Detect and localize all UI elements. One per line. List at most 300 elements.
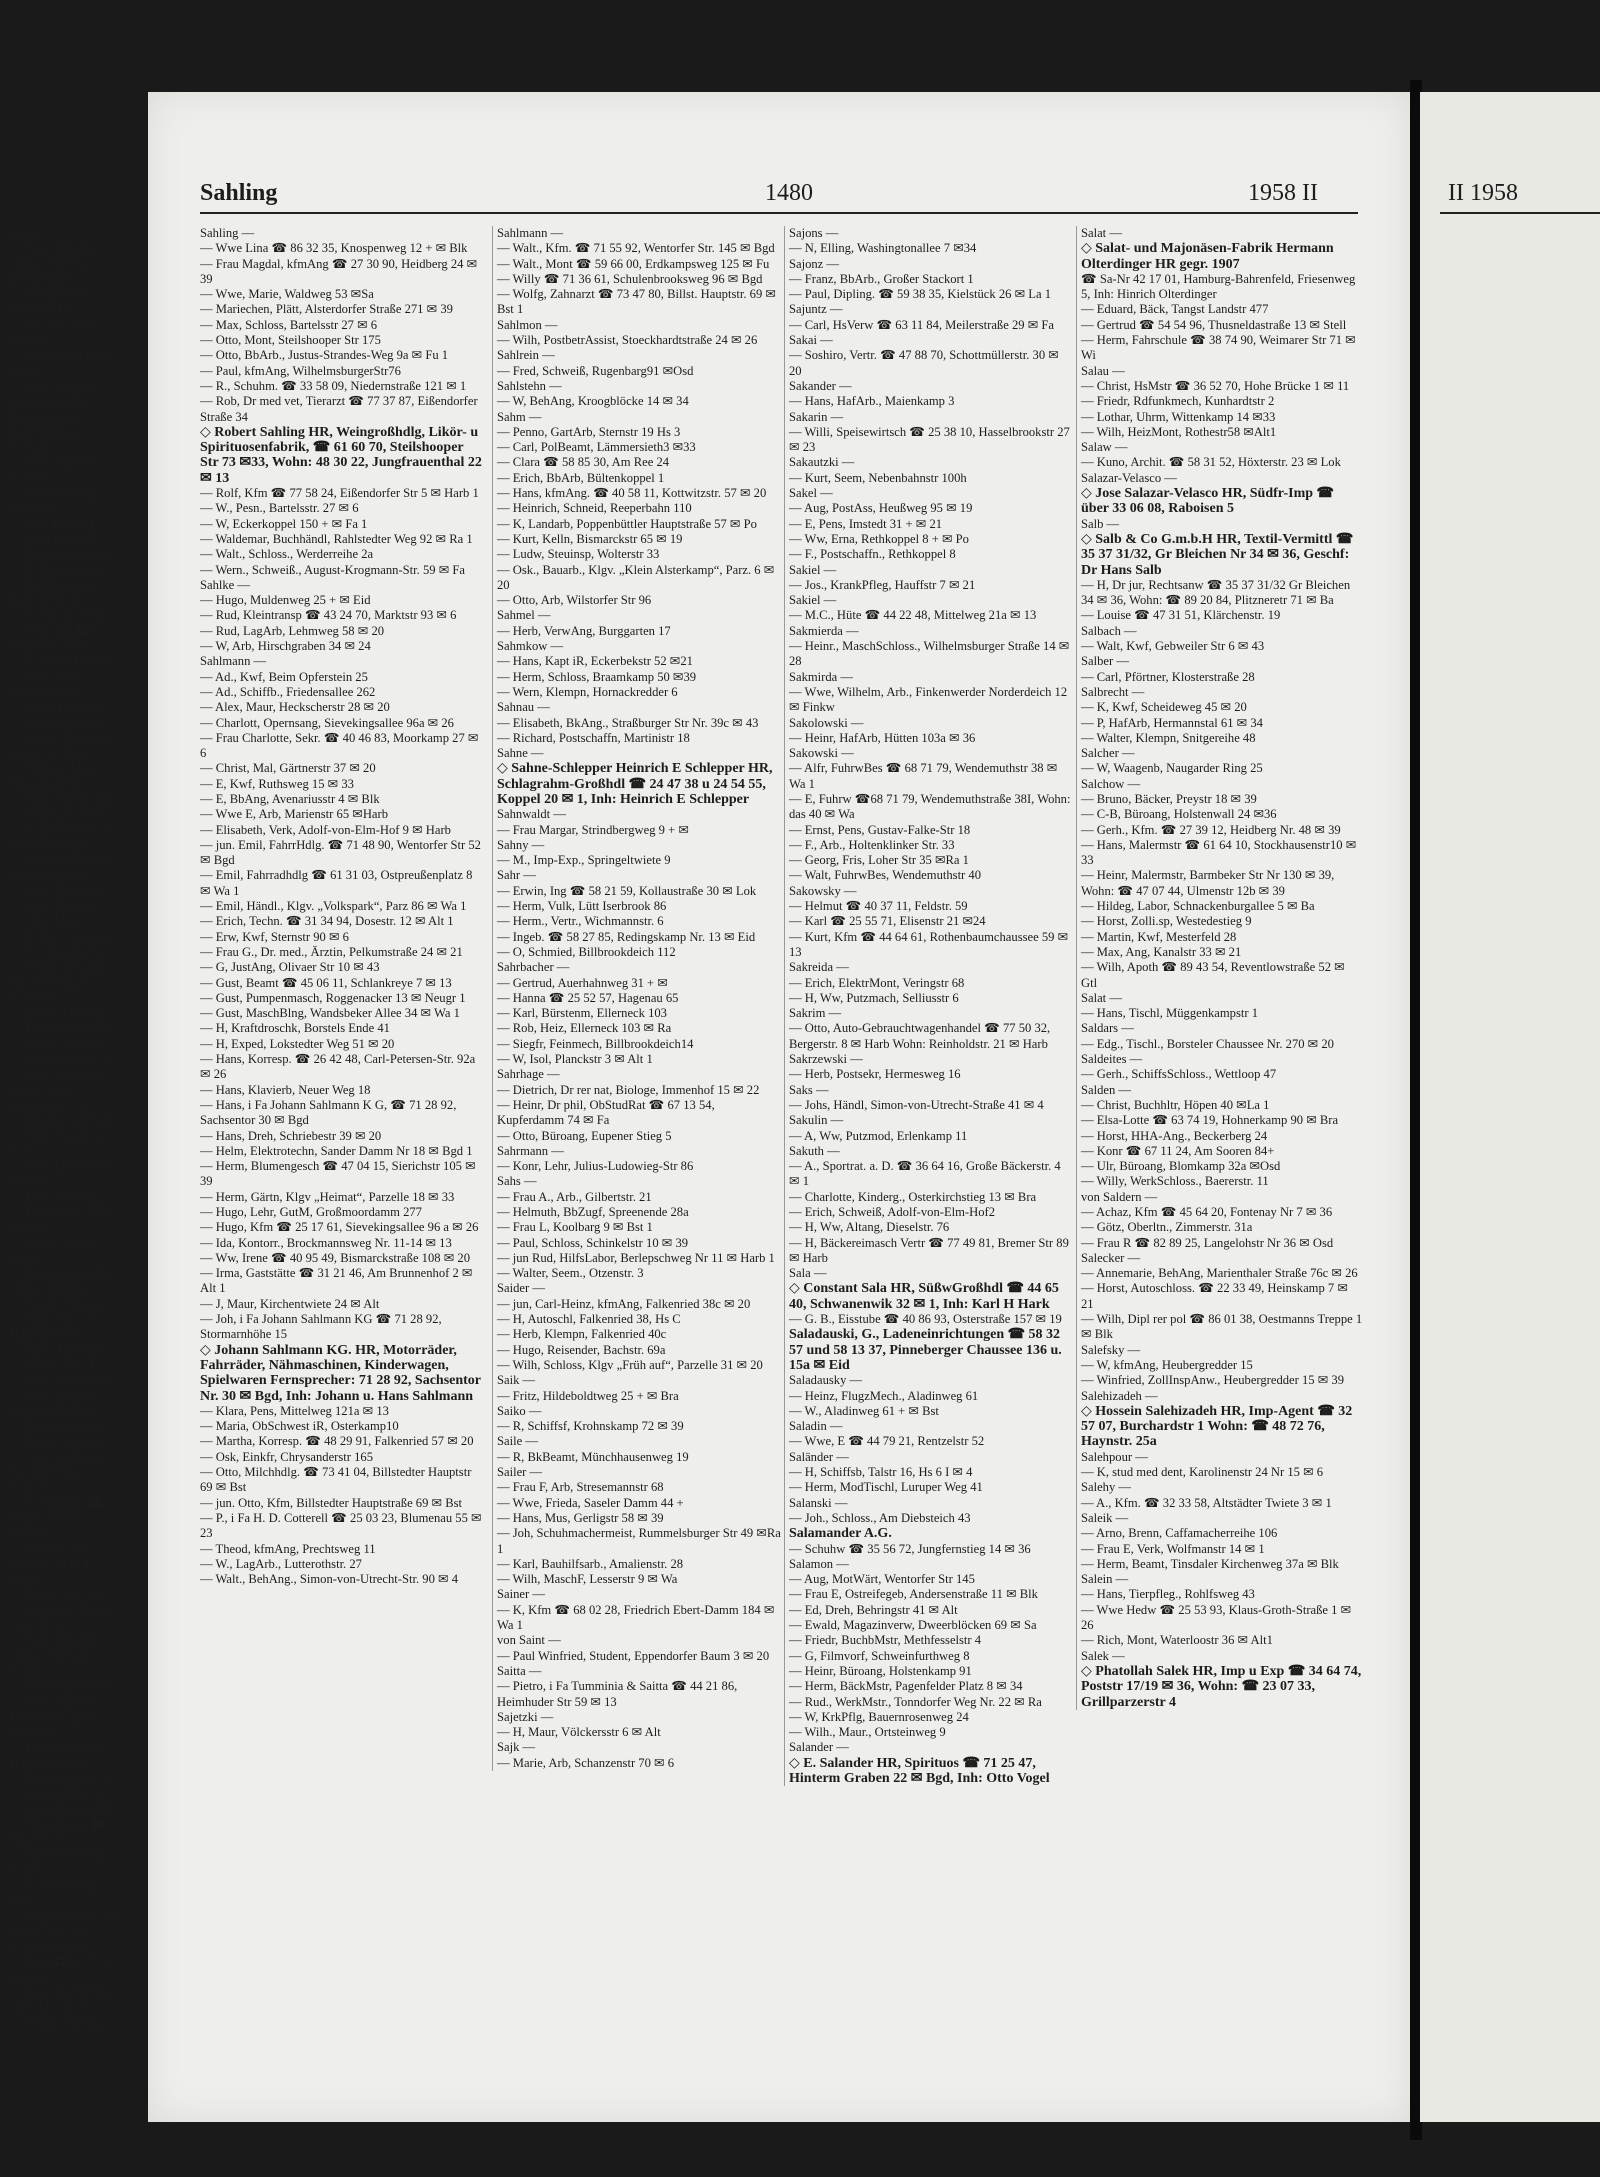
next-page-entry: — Otto, Bauhdw,	[10, 899, 99, 914]
directory-entry: Sahne —	[497, 746, 544, 761]
directory-entry: Saleik —	[1081, 1510, 1129, 1525]
next-page-entry: Salenz —	[10, 333, 60, 348]
directory-entry: — Hugo, Lehr, GutM, Großmoordamm 277	[200, 1205, 422, 1219]
directory-entry: — K, Kfm ☎ 68 02 28, Friedrich Ebert-Damm 184 ✉ Wa 1	[497, 1602, 775, 1633]
directory-entry: — M., Imp-Exp., Springeltwiete 9	[497, 853, 671, 868]
next-page-entry: — Hans, BkAng, K	[10, 1342, 110, 1357]
directory-entry: — Otto, Milchhdlg. ☎ 73 41 04, Billstedter Hauptstr 69 ✉ Bst	[200, 1465, 472, 1495]
next-page-entry: — Bernd, kfmAng,	[10, 1006, 108, 1021]
next-page-fragment	[1420, 92, 1600, 2122]
directory-entry: — Erich, BbArb, Bültenkoppel 1	[497, 470, 665, 485]
directory-entry: — Hans, Kapt iR, Eckerbekstr 52 ✉21	[497, 654, 693, 669]
directory-entry: — Helmut ☎ 40 37 11, Feldstr. 59	[789, 899, 968, 914]
next-page-entry: — Rudolf, ObLehr,	[10, 1847, 109, 1862]
directory-entry: — Walt., Mont ☎ 59 66 00, Erdkampsweg 125 ✉ Fu	[497, 256, 770, 271]
directory-entry: — F., Postschaffn., Rethkoppel 8	[789, 547, 956, 562]
directory-entry: — Frau Margar, Strindbergweg 9 + ✉	[497, 822, 689, 837]
directory-entry: — Mariechen, Plätt, Alsterdorfer Straße 271 ✉ 39	[200, 302, 453, 317]
directory-entry: — E, Pens, Imstedt 31 + ✉ 21	[789, 516, 943, 531]
directory-entry: — Edg., Tischl., Borsteler Chaussee Nr. 270 ✉ 20	[1081, 1036, 1334, 1051]
next-page-entry: — Agnes, Stepp,	[10, 1235, 96, 1250]
directory-entry: — Heinr., MaschSchloss., Wilhelmsburger Straße 14 ✉ 28	[789, 639, 1070, 669]
next-page-entry: Sievekingdamm	[10, 868, 92, 883]
directory-entry: — Otto, Mont, Steilshooper Str 175	[200, 333, 381, 348]
next-page-entry: — Paul, Kapt iR	[10, 1694, 94, 1709]
directory-entry: Saile —	[497, 1434, 538, 1449]
directory-entry: — E, BbAng, Avenariusstr 4 ✉ Blk	[200, 791, 380, 806]
next-page-entry: — Heim, Tischl, Mi	[10, 1801, 112, 1816]
next-page-entry: — Eberh., Schloss.,	[10, 2015, 111, 2030]
directory-entry: — Charlotte, Kinderg., Osterkirchstieg 13 ✉ Bra	[789, 1189, 1037, 1204]
next-page-entry: — Heinrich, Meleris	[10, 1679, 115, 1694]
directory-entry: — Fritz, Hildeboldtweg 25 + ✉ Bra	[497, 1388, 679, 1403]
directory-entry: von Saint —	[497, 1633, 561, 1648]
next-page-entry: mer-Str. 44 ✉ 4	[10, 1556, 90, 1571]
next-page-entry: stedter Bahnhofs	[10, 1281, 95, 1296]
directory-entry: Sahlmann —	[497, 226, 564, 240]
directory-entry: — Karl, Bauhilfsarb., Amalienstr. 28	[497, 1556, 684, 1571]
next-page-entry: Salewski —	[10, 501, 72, 516]
directory-entry: — Martha, Korresp. ☎ 48 29 91, Falkenried 57 ✉ 20	[200, 1434, 474, 1449]
directory-entry: ◇ E. Salander HR, Spirituos ☎ 71 25 47, Hinterm Graben 22 ✉ Bgd, Inh: Otto Vogel	[789, 1755, 1050, 1786]
directory-entry: — Johs, Händl, Simon-von-Utrecht-Straße 41 ✉ 4	[789, 1097, 1044, 1112]
directory-entry: Salat —	[1081, 990, 1122, 1005]
directory-entry: — W, Isol, Planckstr 3 ✉ Alt 1	[497, 1052, 653, 1067]
next-page-entry: — Rud, Schlacht, Al	[10, 1908, 115, 1923]
directory-entry: Salein —	[1081, 1572, 1129, 1587]
directory-entry: — Kurt, Seem, Nebenbahnstr 100h	[789, 470, 967, 485]
directory-entry: — W, Arb, Hirschgraben 34 ✉ 24	[200, 639, 371, 654]
next-page-entry: straße 104 ✉	[10, 1082, 76, 1097]
next-page-entry: Salewsky —	[10, 990, 75, 1005]
directory-entry: — jun, Carl-Heinz, kfmAng, Falkenried 38c ✉ 20	[497, 1296, 751, 1311]
directory-entry: Saider —	[497, 1281, 545, 1296]
directory-entry: — Walter, Seem., Otzenstr. 3	[497, 1266, 644, 1281]
directory-entry: Salehy —	[1081, 1480, 1132, 1495]
directory-entry: Sahrmann —	[497, 1143, 564, 1158]
next-page-entry: Nr 31 ✉ 20	[10, 1618, 69, 1633]
directory-entry: — H, Exped, Lokstedter Weg 51 ✉ 20	[200, 1036, 395, 1051]
directory-entry: — Götz, Oberltn., Zimmerstr. 31a	[1081, 1220, 1253, 1235]
directory-entry: — Herm, Blumengesch ☎ 47 04 15, Sierichstr 105 ✉ 39	[200, 1159, 476, 1189]
next-page-entry: Doktorberg 22 ✉	[10, 1709, 98, 1724]
next-page-entry: straße 23 ✉ 20	[10, 1648, 86, 1663]
directory-entry: — Wilh, Schloss, Klgv „Früh auf“, Parzelle 31 ✉ 20	[497, 1357, 763, 1372]
directory-entry: — H, Ww, Altang, Dieselstr. 76	[789, 1220, 950, 1235]
directory-entry: — Fred, Schweiß, Rugenbarg91 ✉Osd	[497, 363, 694, 378]
next-page-entry: — Henriette, Bügle	[10, 1602, 109, 1617]
directory-entry: — Rud, LagArb, Lehmweg 58 ✉ 20	[200, 623, 385, 638]
directory-entry: — Hugo, Muldenweg 25 + ✉ Eid	[200, 593, 371, 608]
next-page-entry: — Hans, Arb., H	[10, 1312, 96, 1327]
next-page-entry: — K, ElektrMstr, W	[10, 822, 114, 837]
directory-entry: — Wilh, Dipl rer pol ☎ 86 01 38, Oestmanns Treppe 1 ✉ Blk	[1081, 1312, 1363, 1342]
next-page-entry: — Otto, Pens, Gart	[10, 1373, 107, 1388]
directory-entry: — Aug, PostAss, Heußweg 95 ✉ 19	[789, 501, 973, 516]
directory-entry: — Frau L, Koolbarg 9 ✉ Bst 1	[497, 1220, 653, 1235]
directory-entry: — Walt., Kfm. ☎ 71 55 92, Wentorfer Str. 145 ✉ Bgd	[497, 241, 775, 256]
directory-entry: — M.C., Hüte ☎ 44 22 48, Mittelweg 21a ✉ 13	[789, 608, 1037, 623]
next-page-entry: — Hans, Baumstr	[10, 700, 101, 715]
directory-entry: Sakai —	[789, 333, 833, 348]
directory-entry: — Otto, Auto-Gebrauchtwagenhandel ☎ 77 50 32, Bergerstr. 8 ✉ Harb Wohn: Reinholdstr. 21 ✉ Harb	[789, 1021, 1051, 1051]
directory-entry: — Frau Charlotte, Sekr. ☎ 40 46 83, Moorkamp 27 ✉ 6	[200, 730, 479, 761]
next-page-entry: Salfeld —	[10, 1174, 62, 1189]
next-page-entry: — Helm, Kurzw,	[10, 287, 97, 302]
directory-entry: — Wolfg, Zahnarzt ☎ 73 47 80, Billst. Hauptstr. 69 ✉ Bst 1	[497, 287, 776, 317]
directory-entry: — Jos., KrankPfleg, Hauffstr 7 ✉ 21	[789, 577, 976, 592]
directory-entry: Sahlmann —	[200, 654, 267, 669]
directory-entry: Sakarin —	[789, 409, 844, 424]
directory-entry: — Herm, BäckMstr, Pagenfelder Platz 8 ✉ 34	[789, 1679, 1023, 1694]
directory-entry: Salek —	[1081, 1648, 1125, 1663]
directory-entry: — Georg, Fris, Loher Str 35 ✉Ra 1	[789, 853, 969, 868]
next-page-entry: Hanssensweg 5	[10, 1755, 88, 1770]
directory-entry: Salber —	[1081, 654, 1129, 669]
directory-entry: — H, Ww, Putzmach, Selliusstr 6	[789, 990, 959, 1005]
next-page-entry: — Hildeg, Arb, Ke	[10, 807, 107, 822]
directory-entry: — R, Schiffsf, Krohnskamp 72 ✉ 39	[497, 1419, 684, 1434]
directory-entry: — Waldemar, Buchhändl, Rahlstedter Weg 92 ✉ Ra 1	[200, 531, 473, 546]
directory-entry: — Horst, HHA-Ang., Beckerberg 24	[1081, 1128, 1268, 1143]
directory-entry: — Klara, Pens, Mittelweg 121a ✉ 13	[200, 1403, 389, 1418]
directory-entry: — Walt., BehAng., Simon-von-Utrecht-Str. 90 ✉ 4	[200, 1572, 459, 1587]
directory-entry: Sahnwaldt —	[497, 807, 566, 822]
directory-entry: — Walt., Schloss., Werderreihe 2a	[200, 547, 374, 562]
next-page-entry: — W., Zim., Sprü	[10, 317, 100, 332]
directory-entry: — Horst, Zolli.sp, Westedestieg 9	[1081, 914, 1252, 929]
directory-entry: ◇ Salat- und Majonäsen-Fabrik Hermann Olterdinger HR gegr. 1907	[1081, 241, 1334, 272]
directory-entry: — Wwe, Marie, Waldweg 53 ✉Sa	[200, 287, 374, 302]
directory-entry: — Aug, MotWärt, Wentorfer Str 145	[789, 1572, 975, 1587]
directory-entry: Sahnau —	[497, 700, 550, 715]
directory-entry: — Frau E, Ostreifegeb, Andersenstraße 11 ✉ Blk	[789, 1587, 1038, 1602]
directory-entry: — Willi, Speisewirtsch ☎ 25 38 10, Hasselbrookstr 27 ✉ 23	[789, 424, 1070, 455]
directory-entry: — Dietrich, Dr rer nat, Biologe, Immenhof 15 ✉ 22	[497, 1082, 760, 1097]
directory-entry: — W., LagArb., Lutterothstr. 27	[200, 1556, 362, 1571]
directory-entry: — Wwe E, Arb, Marienstr 65 ✉Harb	[200, 807, 388, 822]
directory-entry: — Otto, Arb, Wilstorfer Str 96	[497, 593, 652, 608]
directory-entry: — N, Elling, Washingtonallee 7 ✉34	[789, 241, 977, 256]
directory-entry: — W, KrkPflg, Bauernrosenweg 24	[789, 1709, 969, 1724]
directory-entry: ◇ Robert Sahling HR, Weingroßhdlg, Likör- u Spirituosenfabrik, ☎ 61 60 70, Steilshooper Str 73 ✉33, Wohn: 48 30 22, Jungfrauenthal 22 ✉ 13	[200, 424, 482, 486]
directory-entry: Sajonz —	[789, 256, 840, 271]
directory-entry: Salecker —	[1081, 1250, 1141, 1265]
directory-entry: Salehpour —	[1081, 1449, 1148, 1464]
directory-entry: Salamon —	[789, 1556, 849, 1571]
directory-entry: Sakowsky —	[789, 883, 857, 898]
directory-column-4	[1076, 226, 1363, 1710]
next-page-entry: — Reinh, kfmAng,	[10, 1434, 108, 1449]
directory-entry: Sahny —	[497, 837, 545, 852]
directory-entry: — Heinrich, Schneid, Reeperbahn 110	[497, 501, 692, 516]
directory-entry: — Ida, Kontorr., Brockmannsweg Nr. 11-14 ✉ 13	[200, 1235, 452, 1250]
directory-entry: — Rud., WerkMstr., Tonndorfer Weg Nr. 22 ✉ Ra	[789, 1694, 1042, 1709]
directory-entry: Sakowski —	[789, 746, 854, 761]
directory-entry: ◇ Jose Salazar-Velasco HR, Südfr-Imp ☎ über 33 06 08, Raboisen 5	[1081, 486, 1334, 517]
directory-entry: — Walt, FuhrwBes, Wendemuthstr 40	[789, 868, 981, 883]
next-page-entry: Nr. 188 ✉ Wa	[10, 1465, 81, 1480]
directory-entry: — Frau G., Dr. med., Ärztin, Pelkumstraße 24 ✉ 21	[200, 944, 463, 959]
directory-entry: ◇ Constant Sala HR, SüßwGroßhdl ☎ 44 65 40, Schwanenwik 32 ✉ 1, Inh: Karl H Hark	[789, 1281, 1059, 1312]
directory-entry: — Ad., Schiffb., Friedensallee 262	[200, 684, 376, 699]
directory-entry: Salanski —	[789, 1495, 848, 1510]
directory-entry: — Hans, HafArb., Maienkamp 3	[789, 394, 955, 409]
directory-entry: — Hans, Dreh, Schriebestr 39 ✉ 20	[200, 1128, 382, 1143]
directory-entry: — R., Schuhm. ☎ 33 58 09, Niedernstraße 121 ✉ 1	[200, 378, 467, 393]
directory-entry: — Gertrud, Auerhahnweg 31 + ✉	[497, 975, 668, 990]
directory-entry: — K, Kwf, Scheideweg 45 ✉ 20	[1081, 700, 1247, 715]
next-page-entry: — Gertrud, Arb	[10, 1541, 91, 1556]
next-page-entry: — Fr, Buchh, Flam	[10, 608, 108, 623]
next-page-entry: — Wilh, Vorarb, A	[10, 1128, 105, 1143]
directory-entry: — Rud, Kleintransp ☎ 43 24 70, Marktstr 93 ✉ 6	[200, 608, 457, 623]
directory-entry: von Saldern —	[1081, 1189, 1158, 1204]
directory-entry: Sakulin —	[789, 1113, 844, 1128]
directory-entry: — Elisabeth, BkAng., Straßburger Str Nr. 39c ✉ 43	[497, 715, 759, 730]
directory-entry: Sajk —	[497, 1740, 536, 1755]
directory-entry: — Hanna ☎ 25 52 57, Hagenau 65	[497, 990, 679, 1005]
directory-entry: — Herm, Beamt, Tinsdaler Kirchenweg 37a ✉ Blk	[1081, 1556, 1339, 1571]
directory-entry: — Carl, Pförtner, Klosterstraße 28	[1081, 669, 1255, 684]
directory-entry: — E, Kwf, Ruthsweg 15 ✉ 33	[200, 776, 354, 791]
directory-entry: Saiko —	[497, 1403, 542, 1418]
directory-entry: — P., i Fa H. D. Cotterell ☎ 25 03 23, Blumenau 55 ✉ 23	[200, 1510, 482, 1541]
directory-entry: — Christ, Mal, Gärtnerstr 37 ✉ 20	[200, 761, 376, 776]
directory-entry: Sahling —	[200, 226, 255, 240]
next-page-entry: — Martha, VerkSch	[10, 1113, 111, 1128]
directory-entry: — Annemarie, BehAng, Marienthaler Straße 76c ✉ 26	[1081, 1266, 1358, 1281]
directory-entry: Sakuth —	[789, 1143, 840, 1158]
next-page-entry: — Elvira, Arb., Ru	[10, 1587, 106, 1602]
directory-entry: — P, HafArb, Hermannstal 61 ✉ 34	[1081, 715, 1263, 730]
next-page-entry: — Fritz, Ing ☎	[10, 623, 92, 638]
next-page-header-rule	[1440, 212, 1600, 214]
directory-entry: — Frau Magdal, kfmAng ☎ 27 30 90, Heidberg 24 ✉ 39	[200, 256, 478, 286]
directory-entry: Sajetzki —	[497, 1709, 554, 1724]
next-page-entry: beckstraße 112	[10, 1097, 86, 1112]
next-page-entry: Parz 657 ✉ 34	[10, 593, 84, 608]
directory-entry: — W., Pesn., Bartelsstr. 27 ✉ 6	[200, 501, 359, 516]
directory-entry: — Carl, PolBeamt, Lämmersieth3 ✉33	[497, 440, 696, 455]
next-page-entry: — Kurt, Bauarb, T	[10, 883, 106, 898]
directory-entry: — Soshiro, Vertr. ☎ 47 88 70, Schottmüllerstr. 30 ✉ 20	[789, 348, 1059, 378]
directory-entry: — A., Kfm. ☎ 32 33 58, Altstädter Twiete 3 ✉ 1	[1081, 1495, 1332, 1510]
directory-entry: Sahlmon —	[497, 317, 558, 332]
directory-entry: — Winfried, ZollInspAnw., Heubergredder 15 ✉ 39	[1081, 1373, 1345, 1388]
next-page-entry: — Frl E, kfmAng,	[10, 1189, 103, 1204]
directory-entry: — Schuhw ☎ 35 56 72, Jungfernstieg 14 ✉ 36	[789, 1541, 1031, 1556]
directory-entry: — Frau E, Verk, Wolfmanstr 14 ✉ 1	[1081, 1541, 1265, 1556]
next-page-entry: — Ernst, Beamt, H	[10, 1021, 107, 1036]
next-page-entry: ◇ Sales Affiliates	[10, 378, 100, 393]
directory-entry: Sakel —	[789, 486, 833, 501]
next-page-entry: v. Salis-Soglio —	[10, 1939, 100, 1954]
directory-entry: — Herm, Gärtn, Klgv „Heimat“, Parzelle 18 ✉ 33	[200, 1189, 455, 1204]
directory-entry: — Christ, Buchhltr, Höpen 40 ✉La 1	[1081, 1097, 1270, 1112]
next-page-entry: Saley —	[10, 1143, 54, 1158]
directory-entry: Sahs —	[497, 1174, 537, 1189]
directory-entry: — Friedr, Rdfunkmech, Kunhardtstr 2	[1081, 394, 1275, 409]
directory-entry: — Osk., Bauarb., Klgv. „Klein Alsterkamp“, Parz. 6 ✉ 20	[497, 562, 775, 592]
directory-entry: — Maria, ObSchwest iR, Osterkamp10	[200, 1419, 399, 1434]
directory-entry: Salau —	[1081, 363, 1125, 378]
next-page-entry: Saling —	[10, 1663, 58, 1678]
next-page-entry: — Otto, Mont.,	[10, 914, 89, 929]
running-head-year: 1958 II	[1248, 180, 1318, 206]
next-page-entry: Karl H. Beiser	[10, 424, 84, 439]
directory-entry: — Irma, Gaststätte ☎ 31 21 46, Am Brunnenhof 2 ✉ Alt 1	[200, 1266, 473, 1296]
directory-entry: — Helm, Elektrotechn, Sander Damm Nr 18 ✉ Bgd 1	[200, 1143, 473, 1158]
next-page-entry: — Hern, BbArb.Bei	[10, 791, 113, 806]
directory-entry: — Wwe, Frieda, Saseler Damm 44 +	[497, 1495, 684, 1510]
directory-entry: — Christ, HsMstr ☎ 36 52 70, Hohe Brücke 1 ✉ 11	[1081, 378, 1350, 393]
next-page-entry: — Helmut, Maur,	[10, 761, 100, 776]
next-page-entry: — Gust., Kfm.	[10, 669, 86, 684]
directory-entry: — Willy, WerkSchloss., Baererstr. 11	[1081, 1174, 1269, 1189]
next-page-entry: — Otto, Elektr, Olf	[10, 1159, 108, 1174]
directory-entry: — Elisabeth, Verk, Adolf-von-Elm-Hof 9 ✉ Harb	[200, 822, 451, 837]
directory-entry: Sakmierda —	[789, 623, 859, 638]
directory-entry: — Erw, Kwf, Sternstr 90 ✉ 6	[200, 929, 349, 944]
directory-entry: Sahrbacher —	[497, 960, 570, 975]
next-page-entry: — Franz, Brauer, N	[10, 1770, 110, 1785]
directory-entry: — Kuno, Archit. ☎ 58 31 52, Höxterstr. 23 ✉ Lok	[1081, 455, 1341, 470]
next-page-entry: Salhofer —	[10, 1480, 69, 1495]
directory-entry: — Emil, Fahrradhdlg ☎ 61 31 03, Ostpreußenplatz 8 ✉ Wa 1	[200, 868, 473, 898]
next-page-entry: — Fr, Maur, Kgv	[10, 577, 98, 592]
next-page-entry: — Ernst, DiplKfm	[10, 1740, 105, 1755]
next-page-entry: — Heinz, Ang, T	[10, 1357, 97, 1372]
directory-entry: Sakreida —	[789, 960, 849, 975]
next-page-entry: — Heinz, MaschSch	[10, 730, 115, 745]
directory-entry: Salaw —	[1081, 440, 1128, 455]
directory-entry: Sahmkow —	[497, 639, 564, 654]
next-page-entry: — Walth., RegAmt	[10, 960, 108, 975]
directory-entry: Salat —	[1081, 226, 1122, 240]
next-page-entry: — W., Bauarb., Se	[10, 944, 105, 959]
next-page-running-head: II 1958	[1448, 180, 1518, 206]
next-page-entry: — Fritz, kfmAng	[10, 241, 98, 256]
directory-entry: — Herm, ModTischl, Luruper Weg 41	[789, 1480, 983, 1495]
directory-entry: — Charlott, Opernsang, Sievekingsallee 96a ✉ 26	[200, 715, 454, 730]
directory-entry: ◇ Sahne-Schlepper Heinrich E Schlepper HR, Schlagrahm-Großhdl ☎ 24 47 38 u 24 54 55, Koppel 20 ✉ 1, Inh: Heinrich E Schlepper	[497, 761, 773, 807]
directory-entry: — Heinr, Büroang, Holstenkamp 91	[789, 1663, 972, 1678]
directory-entry: — Louise ☎ 47 31 51, Klärchenstr. 19	[1081, 608, 1281, 623]
directory-column-2	[492, 226, 781, 1771]
next-page-entry: Salig —	[10, 1572, 52, 1587]
directory-entry: Salehizadeh —	[1081, 1388, 1158, 1403]
directory-entry: — Penno, GartArb, Sternstr 19 Hs 3	[497, 424, 681, 439]
directory-entry: — Ewald, Magazinverw, Dweerblöcken 69 ✉ Sa	[789, 1618, 1037, 1633]
directory-entry: — Max, Schloss, Bartelsstr 27 ✉ 6	[200, 317, 378, 332]
directory-entry: — K, stud med dent, Karolinenstr 24 Nr 15 ✉ 6	[1081, 1465, 1324, 1480]
next-page-entry: — Erich, Prok, Oste	[10, 1205, 113, 1219]
directory-entry: — Carl, HsVerw ☎ 63 11 84, Meilerstraße 29 ✉ Fa	[789, 317, 1055, 332]
next-page-entry: — G., Buchhltr., St	[10, 1786, 108, 1801]
directory-entry: — Ad., Kwf, Beim Opferstein 25	[200, 669, 368, 684]
next-page-entry: Nr 25 ✉ 13	[10, 1832, 69, 1847]
next-page-entry: — Erich, Fischhdlg.	[10, 1266, 113, 1281]
directory-entry: — Richard, Postschaffn, Martinistr 18	[497, 730, 690, 745]
directory-entry: Sajuntz —	[789, 302, 843, 317]
directory-entry: — Ulr, Büroang, Blomkamp 32a ✉Osd	[1081, 1159, 1281, 1174]
directory-entry: — Frau R ☎ 82 89 25, Langelohstr Nr 36 ✉ Osd	[1081, 1235, 1334, 1250]
directory-entry: — W, BehAng, Kroogblöcke 14 ✉ 34	[497, 394, 689, 409]
directory-entry: Saik —	[497, 1373, 536, 1388]
directory-entry: Sakiel —	[789, 593, 837, 608]
directory-column-1	[200, 226, 484, 1587]
next-page-entry: Salhovic —	[10, 1526, 70, 1541]
next-page-entry: — Emil, MaschBau	[10, 547, 111, 562]
directory-entry: — H, Autoschl, Falkenried 38, Hs C	[497, 1312, 681, 1327]
directory-entry: — W, Waagenb, Naugarder Ring 25	[1081, 761, 1263, 776]
next-page-entry: Straße 11 ✉ Bg	[10, 746, 89, 761]
next-page-entry: — F, Heiz, Hopfen	[10, 562, 106, 577]
directory-entry: ◇ Phatollah Salek HR, Imp u Exp ☎ 34 64 74, Poststr 17/19 ✉ 36, Wohn: ☎ 23 07 33, Grillparzerstr 4	[1081, 1663, 1362, 1710]
next-page-entry: Salisch —	[10, 1969, 63, 1984]
directory-entry: Salchow —	[1081, 776, 1141, 791]
directory-entry: — Pietro, i Fa Tumminia & Saitta ☎ 44 21 86, Heimhuder Str 59 ✉ 13	[497, 1679, 738, 1709]
directory-entry: — Herm., Vertr., Wichmannstr. 6	[497, 914, 664, 929]
directory-entry: Sakolowski —	[789, 715, 864, 730]
directory-entry: — Hans, Tierpfleg., Rohlfsweg 43	[1081, 1587, 1255, 1602]
directory-entry: Sainer —	[497, 1587, 545, 1602]
directory-entry: — Theod, kfmAng, Prechtsweg 11	[200, 1541, 376, 1556]
next-page-entry: — Alfr, Büroang,	[10, 516, 99, 531]
directory-entry: — Herb, Klempn, Falkenried 40c	[497, 1327, 667, 1342]
directory-entry: — Martin, Kwf, Mesterfeld 28	[1081, 929, 1237, 944]
directory-entry: Sakrzewski —	[789, 1052, 863, 1067]
directory-entry: — Paul, kfmAng, WilhelmsburgerStr76	[200, 363, 401, 378]
directory-entry: — Hans, i Fa Johann Sahlmann K G, ☎ 71 28 92, Sachsentor 30 ✉ Bgd	[200, 1097, 457, 1128]
next-page-entry: Salinger —	[10, 1725, 68, 1740]
next-page-entry: Salins —	[10, 1862, 57, 1877]
directory-entry: Saladauski, G., Ladeneinrichtungen ☎ 58 32 57 und 58 13 37, Pinneberger Chaussee 136 u. 15a ✉ Eid	[789, 1327, 1062, 1373]
directory-entry: — W, kfmAng, Heubergredder 15	[1081, 1357, 1253, 1372]
directory-entry: Sahlrein —	[497, 348, 555, 363]
next-page-entry: — Edg. ☎ 27 73 13	[10, 1954, 116, 1969]
directory-entry: — Herb, VerwAng, Burggarten 17	[497, 623, 671, 638]
directory-entry: — Hans, Malermstr ☎ 61 64 10, Stockhausenstr10 ✉ 33	[1081, 837, 1357, 868]
directory-entry: — Karl ☎ 25 55 71, Elisenstr 21 ✉24	[789, 914, 986, 929]
next-page-entry: — Polly, kfmAng,	[10, 1419, 103, 1434]
directory-entry: — Walter, Klempn, Snitgereihe 48	[1081, 730, 1256, 745]
next-page-entry: Salen —	[10, 226, 54, 240]
header-rule	[200, 212, 1358, 214]
next-page-entry: — Aug, Kwf, Kl	[10, 531, 95, 546]
directory-entry: — A., Sportrat. a. D. ☎ 36 64 16, Große Bäckerstr. 4 ✉ 1	[789, 1159, 1061, 1189]
directory-entry: — W, Eckerkoppel 150 + ✉ Fa 1	[200, 516, 368, 531]
directory-entry: Sahlstehn —	[497, 378, 562, 393]
directory-entry: Salden —	[1081, 1082, 1132, 1097]
directory-entry: — Rob, Dr med vet, Tierarzt ☎ 77 37 87, Eißendorfer Straße 34	[200, 394, 478, 424]
directory-entry: — H, Kraftdroschk, Borstels Ende 41	[200, 1021, 390, 1036]
directory-entry: — Paul, Dipling. ☎ 59 38 35, Kielstück 26 ✉ La 1	[789, 287, 1052, 302]
directory-entry: — Erich, Techn. ☎ 31 34 94, Dosestr. 12 ✉ Alt 1	[200, 914, 454, 929]
directory-entry: — Gerh., Kfm. ☎ 27 39 12, Heidberg Nr. 48 ✉ 39	[1081, 822, 1341, 837]
directory-entry: ☎ Sa-Nr 42 17 01, Hamburg-Bahrenfeld, Friesenweg 5, Inh: Hinrich Olterdinger	[1081, 271, 1356, 302]
directory-entry: — Hans, Korresp. ☎ 26 42 48, Carl-Petersen-Str. 92a ✉ 26	[200, 1052, 476, 1082]
directory-entry: — E, Fuhrw ☎68 71 79, Wendemuthstraße 38I, Wohn: das 40 ✉ Wa	[789, 791, 1071, 822]
directory-entry: — Hildeg, Labor, Schnackenburgallee 5 ✉ Ba	[1081, 899, 1315, 914]
directory-entry: Salander —	[789, 1740, 849, 1755]
directory-entry: — Frau A., Arb., Gilbertstr. 21	[497, 1189, 652, 1204]
directory-entry: — Herm, Vulk, Lütt Iserbrook 86	[497, 899, 667, 914]
directory-entry: Sahm —	[497, 409, 542, 424]
directory-entry: — Gust, MaschBlng, Wandsbeker Allee 34 ✉ Wa 1	[200, 1006, 460, 1021]
directory-entry: Sahlke —	[200, 577, 251, 592]
